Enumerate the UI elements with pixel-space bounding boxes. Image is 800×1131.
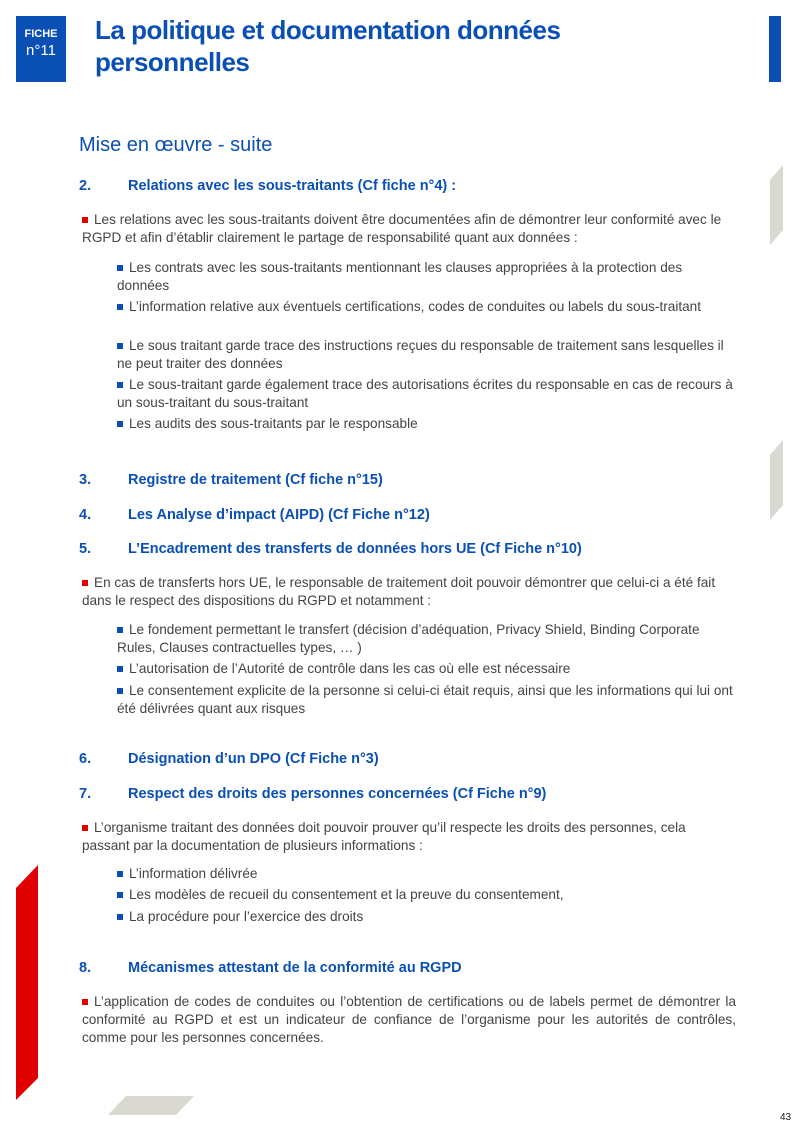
section-number: 7.	[79, 786, 92, 802]
paragraph	[82, 574, 736, 610]
paragraph-text: Les relations avec les sous-traitants doivent être documentées afin de démontrer leur conformité avec le RGPD et afin d’établir clairement le partage de responsabilité quant aux données :	[82, 212, 722, 245]
red-bullet-icon	[82, 580, 88, 586]
list-item-text: Le fondement permettant le transfert (décision d’adéquation, Privacy Shield, Binding Corporate Rules, Clauses contractuelles types, … )	[117, 622, 700, 655]
list-item	[117, 886, 737, 904]
section-number: 3.	[79, 472, 92, 488]
section-heading	[79, 507, 430, 523]
blue-bullet-icon	[117, 265, 123, 271]
list-item	[117, 259, 737, 295]
blue-bullet-icon	[117, 688, 123, 694]
section-title: Relations avec les sous-traitants (Cf fiche n°4) :	[128, 178, 457, 194]
list-item-text: Les modèles de recueil du consentement et la preuve du consentement,	[129, 887, 564, 902]
section-number: 6.	[79, 751, 92, 767]
blue-bullet-icon	[117, 871, 123, 877]
blue-bullet-icon	[117, 382, 123, 388]
paragraph	[82, 211, 736, 247]
page-number: 43	[780, 1112, 792, 1123]
list-item	[117, 660, 737, 678]
section-title: Les Analyse d’impact (AIPD) (Cf Fiche n°12)	[128, 507, 430, 523]
blue-bullet-icon	[117, 304, 123, 310]
section-subtitle: Mise en œuvre - suite	[79, 134, 273, 156]
paragraph	[82, 819, 736, 855]
gray-shape	[108, 1096, 194, 1115]
paragraph-text: L’application de codes de conduites ou l’obtention de certifications ou de labels permet de démontrer la conformité au RGPD et est un indicateur de confiance de l’organisme pour les autorités de contrôles, comme pour les personnes concernées.	[82, 994, 736, 1045]
blue-bullet-icon	[117, 421, 123, 427]
blue-bullet-icon	[117, 666, 123, 672]
section-heading	[79, 960, 462, 976]
section-number: 5.	[79, 541, 92, 557]
list-item-text: L’information délivrée	[129, 866, 258, 881]
fiche-label: FICHE	[24, 28, 58, 40]
gray-shape	[770, 440, 783, 520]
section-title: Désignation d’un DPO (Cf Fiche n°3)	[128, 751, 379, 767]
gray-shape	[770, 165, 783, 245]
fiche-number: n°11	[26, 42, 56, 59]
list-item-text: L’information relative aux éventuels certifications, codes de conduites ou labels du sous-traitant	[129, 299, 702, 314]
red-bullet-icon	[82, 217, 88, 223]
blue-bullet-icon	[117, 892, 123, 898]
section-title: Mécanismes attestant de la conformité au RGPD	[128, 960, 462, 976]
section-heading	[79, 751, 379, 767]
section-title: L’Encadrement des transferts de données hors UE (Cf Fiche n°10)	[128, 541, 582, 557]
list-item-text: Les audits des sous-traitants par le responsable	[129, 416, 418, 431]
list-item	[117, 376, 737, 412]
red-bullet-icon	[82, 999, 88, 1005]
paragraph-text: L’organisme traitant des données doit pouvoir prouver qu’il respecte les droits des personnes, cela passant par la documentation de plusieurs informations :	[82, 820, 686, 853]
list-item	[117, 865, 737, 883]
page-title: La politique et documentation données personnelles	[95, 15, 561, 77]
list-item-text: La procédure pour l’exercice des droits	[129, 909, 364, 924]
section-number: 8.	[79, 960, 92, 976]
list-item-text: Le consentement explicite de la personne si celui-ci était requis, ainsi que les informations qui lui ont été délivrées quant aux risques	[117, 683, 733, 716]
section-number: 2.	[79, 178, 92, 194]
paragraph-text: En cas de transferts hors UE, le responsable de traitement doit pouvoir démontrer que celui-ci a été fait dans le respect des dispositions du RGPD et notamment :	[82, 575, 716, 608]
list-item	[117, 415, 737, 433]
list-item	[117, 621, 737, 657]
red-bullet-icon	[82, 825, 88, 831]
list-item	[117, 908, 737, 926]
section-heading	[79, 541, 582, 557]
paragraph	[82, 993, 736, 1047]
list-item-text: Le sous-traitant garde également trace des autorisations écrites du responsable en cas de recours à un sous-traitant du sous-traitant	[117, 377, 733, 410]
list-item-text: Les contrats avec les sous-traitants mentionnant les clauses appropriées à la protection des données	[117, 260, 683, 293]
list-item-text: L’autorisation de l’Autorité de contrôle dans les cas où elle est nécessaire	[129, 661, 571, 676]
section-number: 4.	[79, 507, 92, 523]
list-item	[117, 337, 737, 373]
list-item	[117, 682, 737, 718]
list-item	[117, 298, 737, 316]
red-shape	[16, 865, 38, 1100]
blue-bullet-icon	[117, 627, 123, 633]
section-heading	[79, 178, 456, 194]
section-heading	[79, 472, 383, 488]
section-title: Registre de traitement (Cf fiche n°15)	[128, 472, 383, 488]
blue-bullet-icon	[117, 914, 123, 920]
list-item-text: Le sous traitant garde trace des instructions reçues du responsable de traitement sans lesquelles il ne peut traiter des données	[117, 338, 724, 371]
blue-bullet-icon	[117, 343, 123, 349]
section-title: Respect des droits des personnes concernées (Cf Fiche n°9)	[128, 786, 547, 802]
section-heading	[79, 786, 546, 802]
